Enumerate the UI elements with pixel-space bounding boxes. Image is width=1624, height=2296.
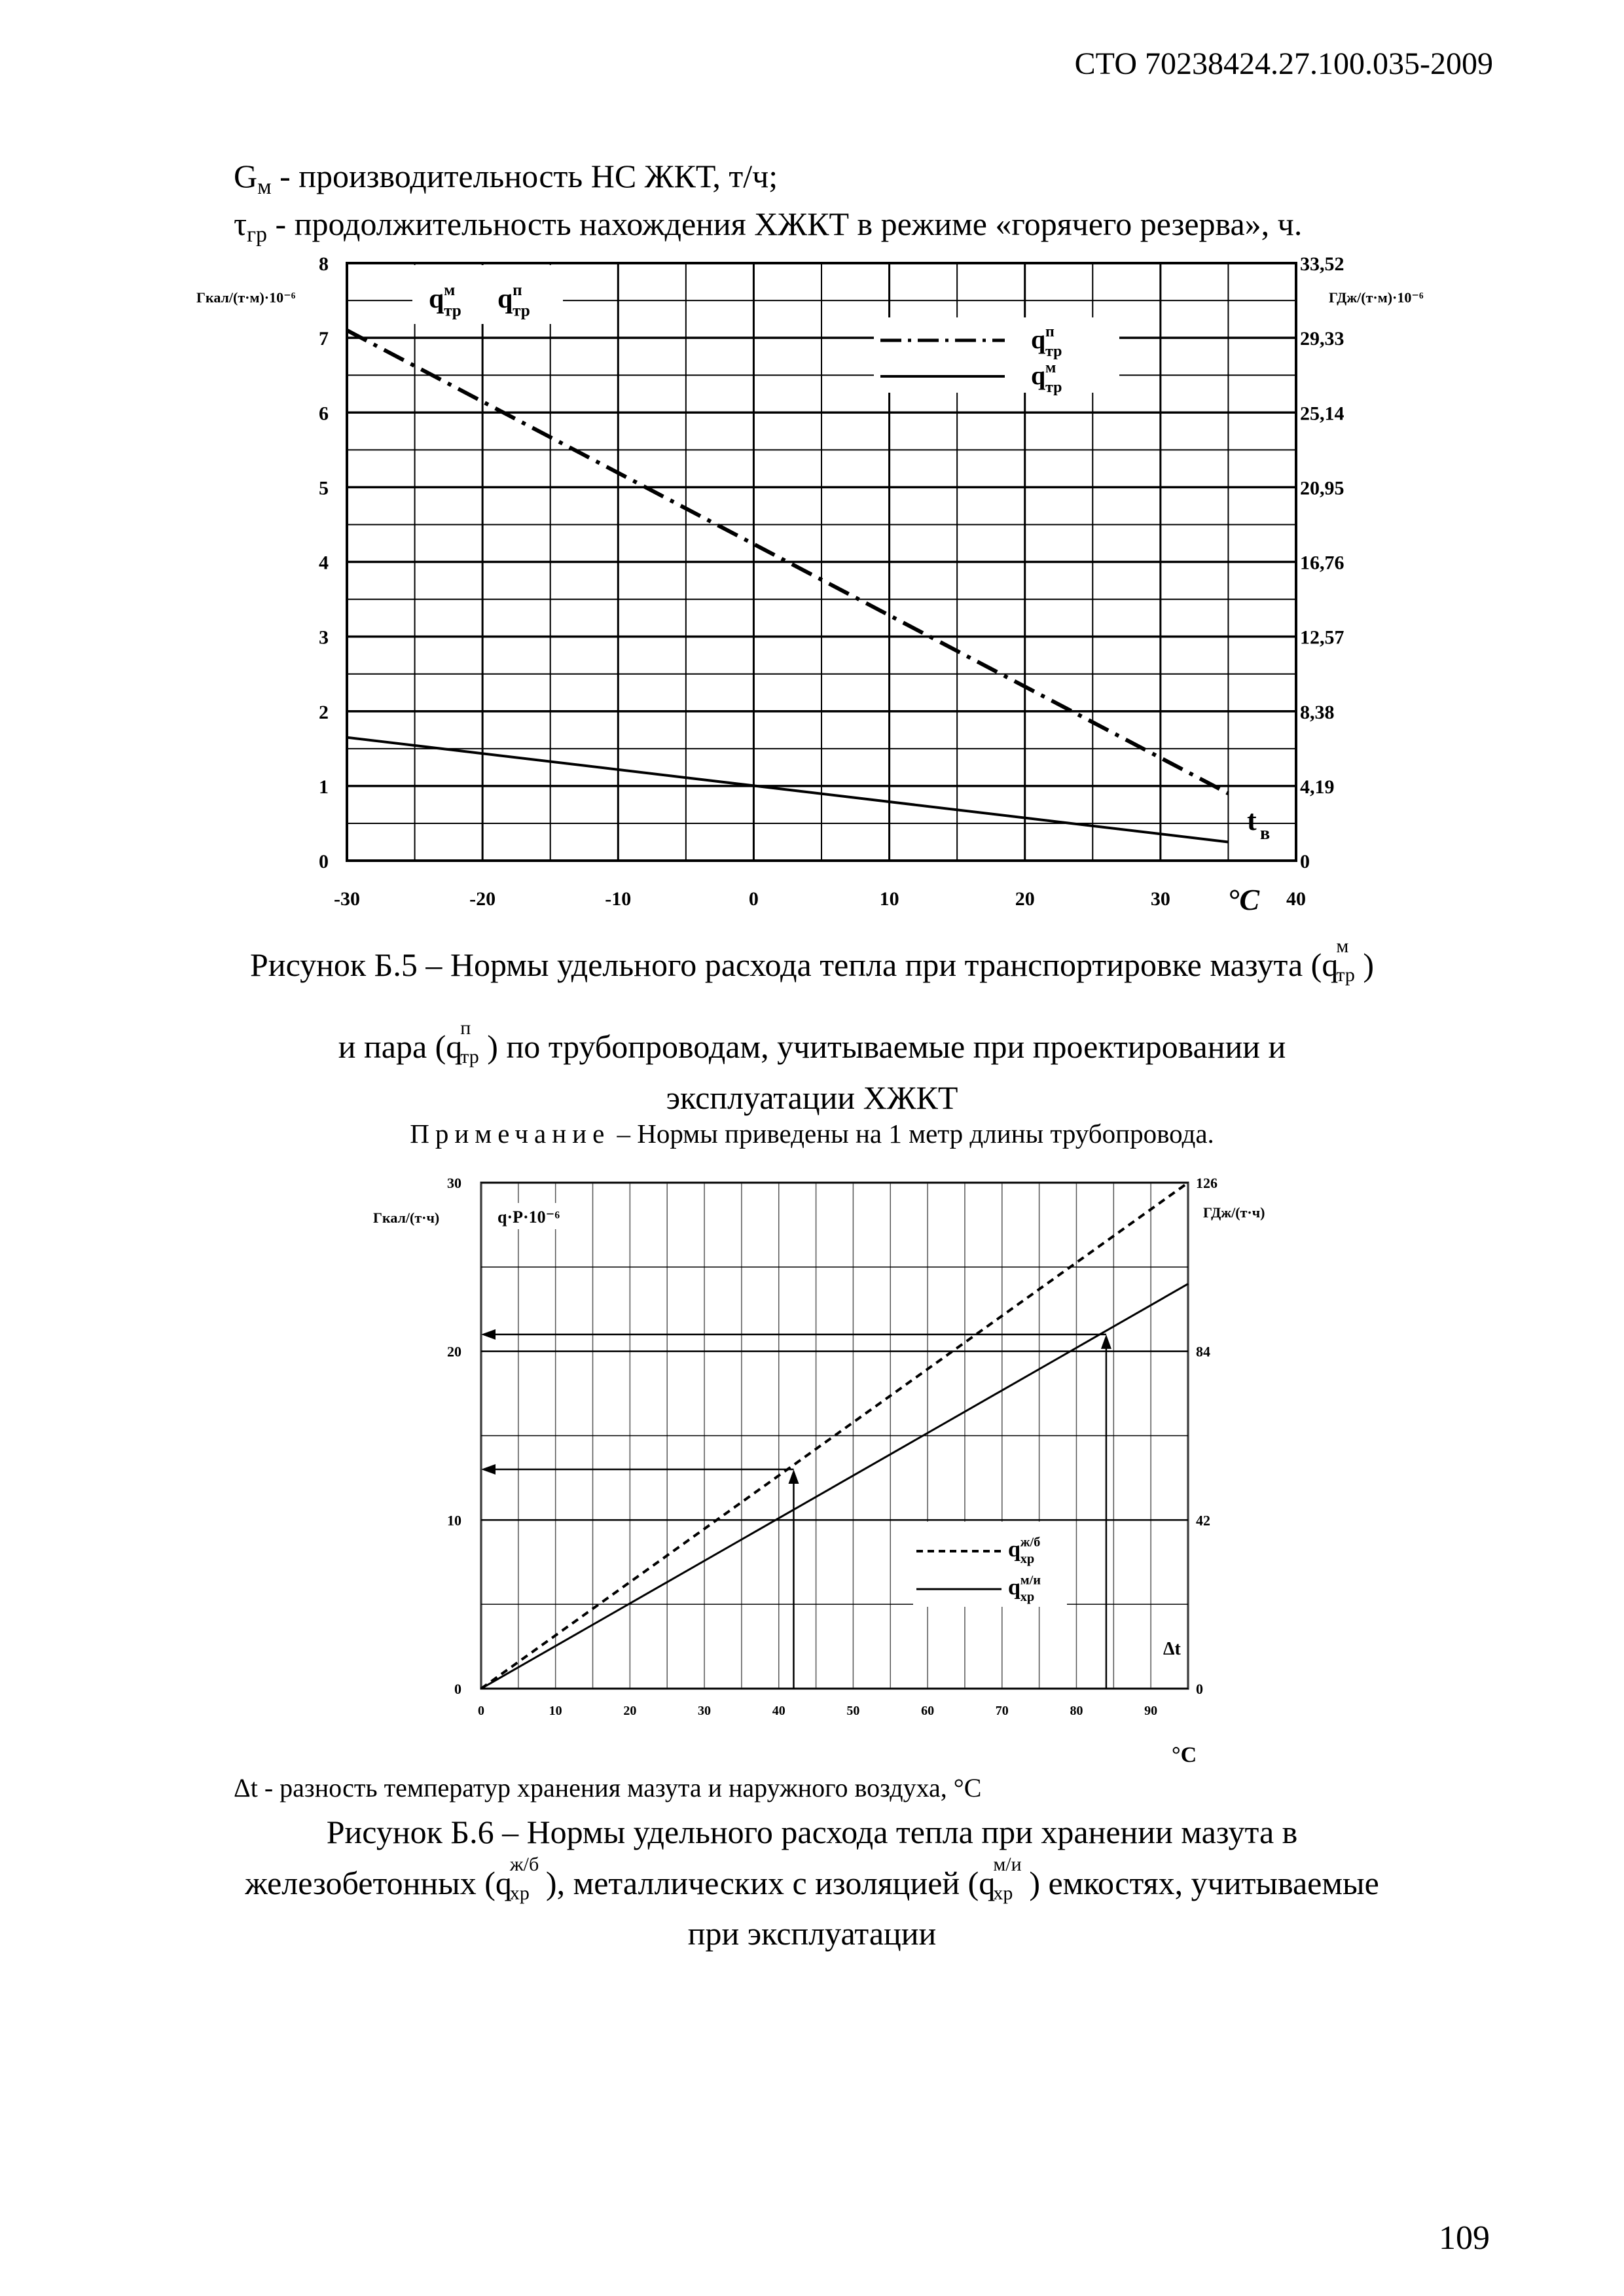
x-tick-label: 10 [549, 1704, 562, 1718]
legend-q-jb-base: q [1008, 1537, 1020, 1562]
y-tick-label-left: 30 [447, 1175, 461, 1191]
y-tick-label-left: 6 [319, 403, 329, 425]
symbol-sup: п [460, 1017, 471, 1039]
x-tick-label: 30 [698, 1704, 712, 1718]
legend-q-m-base: q [1031, 361, 1046, 390]
x-tick-label: -10 [605, 888, 632, 910]
x-variable-sub: в [1260, 823, 1271, 844]
caption-text: железобетонных ( [245, 1865, 496, 1901]
symbol-q-xp-jb [495, 1854, 546, 1904]
legend-q-jb-sub: хр [1020, 1552, 1035, 1567]
y-tick-label-left: 1 [319, 776, 329, 798]
legend-q-mi-sup: м/и [1020, 1573, 1041, 1588]
figure-b6-caption-line3: при эксплуатации [687, 1915, 937, 1952]
x-tick-label: 20 [623, 1704, 637, 1718]
reference-arrow-left [481, 1464, 496, 1475]
legend-q-mi-sub: хр [1020, 1590, 1035, 1605]
y-tick-label-right: 0 [1196, 1681, 1203, 1697]
x-tick-label: -20 [469, 888, 496, 910]
y-tick-label-right: 33,52 [1300, 253, 1344, 275]
g-subscript: м [257, 175, 272, 199]
y-tick-label-left: 3 [319, 626, 329, 649]
figure-b5-ylabel-right: ГДж/(т·м)·10⁻⁶ [1329, 289, 1424, 306]
caption-text: ), металлических с изоляцией ( [545, 1865, 979, 1901]
x-tick-label: 0 [748, 888, 759, 910]
x-tick-label: 0 [478, 1704, 484, 1718]
y-tick-label-left: 10 [447, 1512, 461, 1529]
y-tick-label-right: 126 [1196, 1175, 1218, 1191]
g-symbol: G [234, 158, 258, 194]
y-tick-label-left: 20 [447, 1343, 461, 1360]
legend-q-m-sub: тр [1045, 379, 1062, 396]
x-tick-label: 30 [1150, 888, 1170, 910]
figure-b6-y-note: q·P·10⁻⁶ [497, 1208, 560, 1227]
figure-b6-ylabel-left: Гкал/(т·ч) [373, 1210, 440, 1226]
y-tick-label-right: 12,57 [1300, 626, 1344, 649]
caption-text: ) [1363, 946, 1374, 983]
symbol-base: q [1322, 946, 1339, 983]
symbol-sub: хр [993, 1882, 1013, 1904]
header-q-p-sub: тр [513, 302, 530, 320]
note-label: Примечание [410, 1119, 611, 1149]
header-q-m-sup: м [444, 281, 456, 300]
tau-subscript: гр [247, 223, 268, 247]
y-tick-label-left: 4 [319, 552, 329, 574]
x-tick-label: 20 [1015, 888, 1035, 910]
x-tick-label: 10 [879, 888, 899, 910]
header-q-m-base: q [429, 284, 444, 314]
x-tick-label: -30 [334, 888, 360, 910]
figure-b6-x-variable: Δt [1163, 1639, 1181, 1659]
symbol-base: q [495, 1865, 512, 1901]
symbol-q-xp-mi [979, 1854, 1029, 1904]
figure-b6-ylabel-right: ГДж/(т·ч) [1203, 1204, 1265, 1221]
y-tick-label-left: 0 [319, 851, 329, 872]
x-tick-label: 70 [995, 1704, 1009, 1718]
symbol-base: q [446, 1028, 463, 1065]
x-tick-label: 90 [1144, 1704, 1158, 1718]
delta-t-definition: Δt - разность температур хранения мазута и наружного воздуха, °С [234, 1773, 982, 1803]
y-tick-label-right: 84 [1196, 1343, 1210, 1360]
y-tick-label-right: 42 [1196, 1512, 1210, 1529]
y-tick-label-left: 8 [319, 253, 329, 275]
y-tick-label-left: 2 [319, 701, 329, 723]
figure-b6-caption-line1: Рисунок Б.6 – Нормы удельного расхода тепла при хранении мазута в [326, 1814, 1298, 1850]
figure-b6-legend [913, 1522, 1067, 1607]
series-q-xp-mi [481, 1284, 1188, 1689]
figure-b6-x-unit: °С [1172, 1743, 1197, 1767]
symbol-sub: хр [509, 1882, 530, 1904]
y-tick-label-right: 4,19 [1300, 776, 1335, 798]
y-tick-label-right: 0 [1300, 851, 1310, 872]
figure-b5-x-unit: °С [1227, 883, 1260, 916]
legend-q-mi-base: q [1008, 1575, 1020, 1600]
x-tick-label: 60 [921, 1704, 935, 1718]
symbol-sub: тр [460, 1046, 479, 1067]
figure-b5-ylabel-left: Гкал/(т·м)·10⁻⁶ [196, 289, 296, 306]
symbol-sup: ж/б [509, 1854, 539, 1875]
figure-b6-caption-line2 [0, 1854, 1624, 1904]
reference-arrow-left [481, 1329, 496, 1340]
x-tick-label: 50 [846, 1704, 860, 1718]
header-q-p-base: q [497, 284, 513, 314]
header-q-p-sup: п [513, 281, 522, 300]
symbol-sub: тр [1336, 964, 1355, 986]
y-tick-label-right: 8,38 [1300, 701, 1335, 723]
y-tick-label-left: 0 [454, 1681, 461, 1697]
y-tick-label-right: 16,76 [1300, 552, 1344, 574]
x-variable-base: t [1247, 804, 1257, 836]
legend-q-p-sub: тр [1045, 343, 1062, 360]
note-text: – Нормы приведены на 1 метр длины трубопровода. [610, 1119, 1214, 1149]
x-tick-label: 80 [1070, 1704, 1083, 1718]
caption-text: и пара ( [338, 1028, 446, 1065]
legend-q-m-sup: м [1045, 359, 1056, 376]
y-tick-label-right: 20,95 [1300, 477, 1344, 499]
figure-b5-caption-line3: эксплуатации ХЖКТ [666, 1079, 958, 1116]
reference-arrow-up [1101, 1335, 1111, 1349]
caption-text: Рисунок Б.5 – Нормы удельного расхода тепла при транспортировке мазута ( [250, 946, 1322, 983]
legend-q-p-sup: п [1045, 323, 1055, 340]
x-tick-label: 40 [1286, 888, 1306, 910]
legend-q-p-base: q [1031, 325, 1046, 354]
x-tick-label: 40 [772, 1704, 785, 1718]
page-number: 109 [1439, 2219, 1490, 2257]
legend-q-jb-sup: ж/б [1020, 1535, 1041, 1550]
tau-definition-text: - продолжительность нахождения ХЖКТ в режиме «горячего резерва», ч. [267, 206, 1303, 242]
reference-arrow-up [788, 1469, 799, 1484]
y-tick-label-right: 25,14 [1300, 403, 1344, 425]
caption-text: ) емкостях, учитываемые [1029, 1865, 1379, 1901]
caption-text: ) по трубопроводам, учитываемые при проектировании и [487, 1028, 1286, 1065]
y-tick-label-right: 29,33 [1300, 328, 1344, 350]
header-q-m-sub: тр [444, 302, 461, 320]
symbol-sup: м/и [993, 1854, 1022, 1875]
symbol-base: q [979, 1865, 996, 1901]
tau-symbol: τ [234, 206, 247, 242]
figure-b6-ticks [447, 1175, 1218, 1718]
g-definition-text: - производительность НС ЖКТ, т/ч; [271, 158, 778, 194]
y-tick-label-left: 5 [319, 477, 329, 499]
document-code: СТО 70238424.27.100.035-2009 [1074, 46, 1493, 81]
y-tick-label-left: 7 [319, 328, 329, 350]
symbol-sup: м [1336, 935, 1349, 957]
